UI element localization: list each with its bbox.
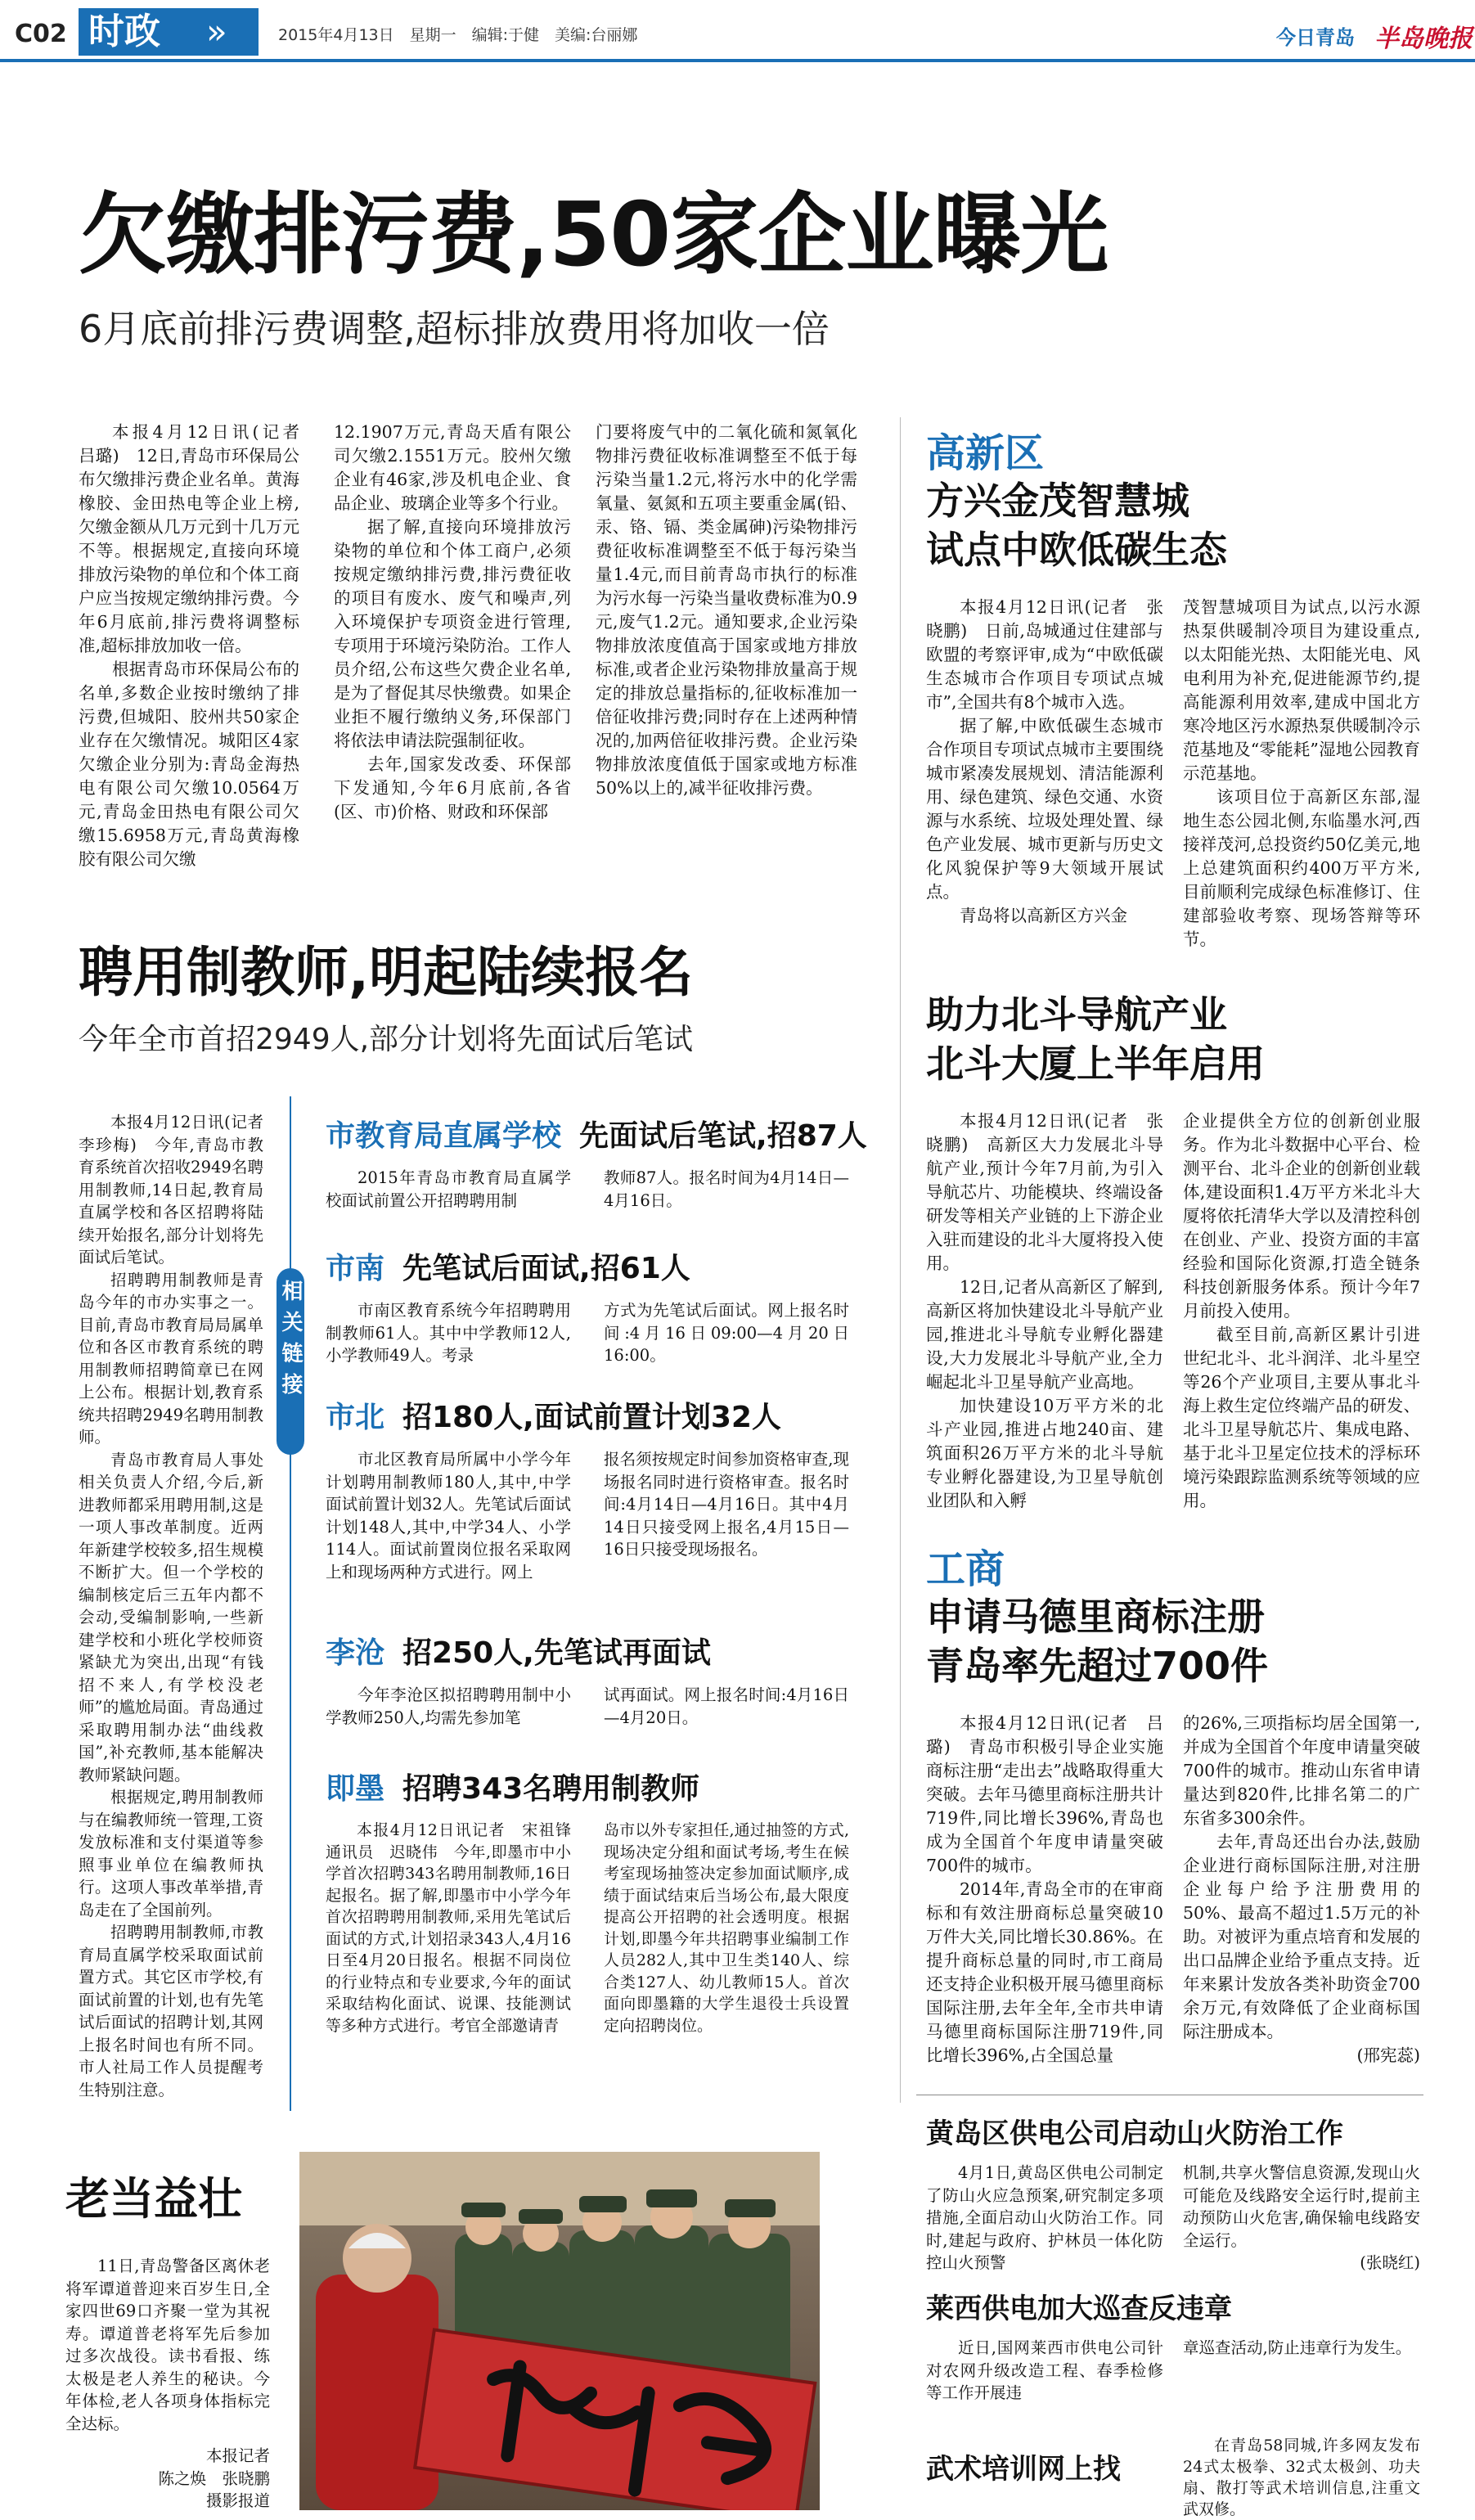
item-text: 报名须按规定时间参加资格审查,现场报名同时进行资格审查。报名时间:4月14日—4月16日。其中4月14日只接受网上报名,4月15日—16日只接受现场报名。 bbox=[604, 1450, 849, 1559]
teachers-item-4 bbox=[326, 1635, 874, 1729]
section-tag-gaoxin: 高新区 bbox=[926, 430, 1045, 476]
teachers-para: 青岛市教育局人事处相关负责人介绍,今后,新进教师都采用聘用制,这是一项人事改革制度。近两年新建学校较多,招生规模不断扩大。但一个学校的编制核定后三五年内都不会动,受编制影响,一些新建学校和小班化学校师资紧缺尤为突出,出现“有钱招不来人,有学校没老师”的尴尬局面。青岛通过采取聘用制办法“曲线救国”,补充教师,基本能解决教师紧缺问题。 bbox=[79, 1450, 263, 1784]
sidebar-rule bbox=[290, 1096, 291, 2111]
lead-subheadline: 6月底前排污费调整,超标排放费用将加收一倍 bbox=[79, 307, 830, 351]
shangbiao-para: 2014年,青岛全市的在审商标和有效注册商标总量突破10万件大关,同比增长30.86%。在提升商标总量的同时,市工商局还支持企业积极开展马德里商标国际注册,去年全年,全市共申请马德里商标国际注册719件,同比增长396%,占全国总量 bbox=[926, 1879, 1163, 2065]
beidou-para: 企业提供全方位的创新创业服务。作为北斗数据中心平台、检测平台、北斗企业的创新创业载体,建设面积1.4万平方米北斗大厦将依托清华大学以及清控科创在创业、产业、投资方面的丰富经验和国际化资源,打造全链条科技创新服务体系。预计今年7月前投入使用。 bbox=[1183, 1111, 1420, 1321]
item-text: 市北区教育局所属中小学今年计划聘用制教师180人,其中,中学面试前置计划32人。先笔试后面试计划148人,其中,中学34人、小学114人。面试前置岗位报名采取网上和现场两种方式进行。网上 bbox=[326, 1450, 571, 1582]
teachers-item-2 bbox=[326, 1250, 874, 1367]
laixi-title: 莱西供电加大巡查反违章 bbox=[926, 2293, 1232, 2325]
huangdao-column-1 bbox=[926, 2162, 1163, 2275]
gaoxin-para: 据了解,中欧低碳生态城市合作项目专项试点城市主要围绕城市紧凑发展规划、清洁能源利用、绿色建筑、绿色交通、水资源与水系统、垃圾处理处置、绿色产业发展、城市更新与历史文化风貌保护等9大领域开展试点。 bbox=[926, 716, 1163, 902]
huangdao-para: 机制,共享火警信息资源,发现山火可能危及线路安全运行时,提前主动预防山火危害,确保输电线路安全运行。 bbox=[1183, 2163, 1420, 2250]
item-place: 李沧 bbox=[326, 1636, 385, 1670]
item-headline: 先笔试后面试,招61人 bbox=[402, 1252, 690, 1285]
brand-logo: 半岛晚报 bbox=[1374, 25, 1473, 53]
laodang-headline: 老当益壮 bbox=[65, 2173, 242, 2225]
item-headline: 招250人,先笔试再面试 bbox=[402, 1636, 711, 1670]
lead-para: 12.1907万元,青岛天盾有限公司欠缴2.1551万元。胶州欠缴企业有46家,涉及机电企业、食品企业、玻璃企业等多个行业。 bbox=[334, 422, 571, 513]
lead-column-3 bbox=[596, 421, 857, 800]
wushu-para: 在青岛58同城,许多网友发布24式太极拳、32式太极剑、功夫扇、散打等武术培训信息,注重文武双修。 bbox=[1183, 2437, 1420, 2518]
lead-column-2 bbox=[334, 421, 571, 824]
gaoxin-column-2 bbox=[1183, 596, 1420, 952]
shangbiao-para: 的26%,三项指标均居全国第一,并成为全国首个年度申请量突破700件的城市。推动山东省申请量达到820件,比排名第二的广东省多300余件。 bbox=[1183, 1713, 1420, 1828]
beidou-title-1: 助力北斗导航产业 bbox=[926, 992, 1227, 1037]
item-text: 本报4月12日讯记者 宋祖锋 通讯员 迟晓伟 今年,即墨市中小学首次招聘343名聘用制教师,16日起报名。据了解,即墨市中小学今年首次招聘聘用制教师,采用先笔试后面试的方式,计划招录343人,4月16日至4月20日报名。根据不同岗位的行业特点和专业要求,今年的面试采取结构化面试、说课、技能测试等多种方式进行。考官全部邀请青 bbox=[326, 1821, 587, 2035]
gaoxin-para: 该项目位于高新区东部,湿地生态公园北侧,东临墨水河,西接祥茂河,总投资约50亿美元,地上总建筑面积约400万平方米,目前顺利完成绿色标准修订、住建部验收考察、现场答辩等环节。 bbox=[1183, 787, 1420, 949]
shangbiao-para: 本报4月12日讯(记者 吕璐) 青岛市积极引导企业实施商标注册“走出去”战略取得重大突破。去年马德里商标注册共计719件,同比增长396%,青岛也成为全国首个年度申请量突破700件的城市。 bbox=[926, 1713, 1163, 1875]
item-place: 即墨 bbox=[326, 1772, 385, 1806]
gaoxin-para: 茂智慧城项目为试点,以污水源热泵供暖制冷项目为建设重点,以太阳能光热、太阳能光电、风电利用为补充,促进能源节约,提高能源利用效率,建成中国北方寒冷地区污水源热泵供暖制冷示范基地及“零能耗”湿地公园教育示范基地。 bbox=[1183, 597, 1420, 783]
laodang-credit: 陈之焕 张晓鹏 bbox=[158, 2468, 270, 2488]
laodang-credit: 摄影报道 bbox=[205, 2491, 270, 2510]
teachers-para: 本报4月12日讯(记者 李珍梅) 今年,青岛市教育系统首次招收2949名聘用制教师,14日起,教育局直属学校和各区招聘将陆续开始报名,部分计划将先面试后笔试。 bbox=[79, 1113, 280, 1267]
item-text: 市南区教育系统今年招聘聘用制教师61人。其中中学教师12人,小学教师49人。考录 bbox=[326, 1301, 571, 1365]
shangbiao-title-2: 青岛率先超过700件 bbox=[926, 1644, 1269, 1688]
shangbiao-column-2 bbox=[1183, 1712, 1420, 2068]
beidou-para: 12日,记者从高新区了解到,高新区将加快建设北斗导航产业园,推进北斗导航专业孵化器建设,大力发展北斗导航产业,全力崛起北斗卫星导航产业高地。 bbox=[926, 1277, 1163, 1392]
teachers-headline: 聘用制教师,明起陆续报名 bbox=[79, 941, 694, 1004]
laixi-para: 章巡查活动,防止违章行为发生。 bbox=[1183, 2338, 1412, 2357]
gaoxin-para: 本报4月12日讯(记者 张晓鹏) 日前,岛城通过住建部与欧盟的考察评审,成为“中欧低碳生态城市合作项目专项试点城市”,全国共有8个城市入选。 bbox=[926, 597, 1163, 712]
lead-para: 去年,国家发改委、环保部下发通知,今年6月底前,各省(区、市)价格、财政和环保部 bbox=[334, 754, 571, 821]
header-rule bbox=[0, 59, 1475, 62]
item-text: 教师87人。报名时间为4月14日—4月16日。 bbox=[604, 1168, 849, 1210]
item-place: 市教育局直属学校 bbox=[326, 1119, 562, 1153]
birthday-celebration-photo bbox=[299, 2152, 820, 2510]
laixi-column-2 bbox=[1183, 2337, 1420, 2360]
teachers-para: 招聘聘用制教师是青岛今年的市办实事之一。目前,青岛市教育局局属单位和各区市教育系统的聘用制教师招聘简章已在网上公布。根据计划,教育系统共招聘2949名聘用制教师。 bbox=[79, 1270, 263, 1447]
lead-headline: 欠缴排污费,50家企业曝光 bbox=[79, 184, 1108, 286]
shangbiao-title-1: 申请马德里商标注册 bbox=[926, 1595, 1265, 1639]
laodang-caption bbox=[65, 2255, 270, 2513]
item-text: 试再面试。网上报名时间:4月16日—4月20日。 bbox=[604, 1685, 849, 1727]
item-text: 2015年青岛市教育局直属学校面试前置公开招聘聘用制 bbox=[326, 1168, 571, 1210]
huangdao-credit: (张晓红) bbox=[1360, 2253, 1420, 2272]
wushu-title: 武术培训网上找 bbox=[926, 2453, 1121, 2486]
teachers-item-3 bbox=[326, 1399, 874, 1583]
shangbiao-credit: (邢宪蕊) bbox=[1356, 2045, 1420, 2065]
page-number: C02 bbox=[15, 20, 67, 48]
shangbiao-para: 去年,青岛还出台办法,鼓励企业进行商标国际注册,对注册企业每户给予注册费用的50%、最高不超过1.5万元的补助。对被评为重点培育和发展的出口品牌企业给予重点支持。近年来累计发放各类补助资金700余万元,有效降低了企业商标国际注册成本。 bbox=[1183, 1832, 1420, 2041]
lead-column-1 bbox=[79, 421, 317, 871]
item-place: 市南 bbox=[326, 1252, 385, 1285]
teachers-subheadline: 今年全市首招2949人,部分计划将先面试后笔试 bbox=[79, 1023, 694, 1056]
item-headline: 招聘343名聘用制教师 bbox=[402, 1772, 700, 1806]
beidou-para: 加快建设10万平方米的北斗产业园,推进占地240亩、建筑面积26万平方米的北斗导航专业孵化器建设,为卫星导航创业团队和入孵 bbox=[926, 1396, 1163, 1510]
huangdao-para: 4月1日,黄岛区供电公司制定了防山火应急预案,研究制定多项措施,全面启动山火防治工作。同时,建起与政府、护林员一体化防控山火预警 bbox=[926, 2163, 1163, 2272]
beidou-para: 截至目前,高新区累计引进世纪北斗、北斗润洋、北斗星空等26个产业项目,主要从事北斗海上救生定位终端产品的研发、北斗卫星导航芯片、集成电路、基于北斗卫星定位技术的浮标环境污染跟踪监测系统等领域的应用。 bbox=[1183, 1325, 1420, 1510]
teachers-left-column bbox=[79, 1111, 280, 2101]
wushu-text bbox=[1183, 2435, 1420, 2520]
column-divider bbox=[900, 417, 901, 2103]
gaoxin-para: 青岛将以高新区方兴金 bbox=[960, 906, 1127, 925]
teachers-para: 招聘聘用制教师,市教育局直属学校采取面试前置方式。其它区市学校,有面试前置的计划,也有先笔试后面试的招聘计划,其网上报名时间也有所不同。市人社局工作人员提醒考生特别注意。 bbox=[79, 1923, 263, 2099]
laixi-column-1 bbox=[926, 2337, 1163, 2405]
item-headline: 招180人,面试前置计划32人 bbox=[402, 1401, 781, 1434]
item-text: 今年李沧区拟招聘聘用制中小学教师250人,均需先参加笔 bbox=[326, 1685, 571, 1727]
section-tag-gongshang: 工商 bbox=[926, 1546, 1005, 1592]
page-header bbox=[0, 0, 1475, 65]
section-title: 时政 bbox=[88, 11, 160, 52]
huangdao-column-2 bbox=[1183, 2162, 1420, 2275]
right-label: 今日青岛 bbox=[1276, 26, 1355, 49]
date-editor-line: 2015年4月13日 星期一 编辑:于健 美编:台丽娜 bbox=[278, 26, 638, 44]
related-links-tag bbox=[277, 1268, 304, 1455]
laodang-credit: 本报记者 bbox=[205, 2446, 270, 2465]
related-links-label: 相关链接 bbox=[278, 1280, 303, 1404]
lead-para: 门要将废气中的二氧化硫和氮氧化物排污费征收标准调整至不低于每污染当量1.2元,将污水中的化学需氧量、氨氮和五项主要重金属(铅、汞、铬、镉、类金属砷)污染物排污费征收标准调整至不低于每污染当量1.4元,而目前青岛市执行的标准为污水每一污染当量收费标准为0.9元,废气1.2元。通知要求,企业污染物排放浓度值高于国家或地方排放标准,或者企业污染物排放量高于规定的排放总量指标的,征收标准加一倍征收排污费;同时存在上述两种情况的,加两倍征收排污费。企业污染物排放浓度值低于国家或地方标准50%以上的,减半征收排污费。 bbox=[596, 422, 857, 798]
lead-para: 本报4月12日讯(记者 吕璐) 12日,青岛市环保局公布欠缴排污费企业名单。黄海橡胶、金田热电等企业上榜,欠缴金额从几万元到十几万元不等。根据规定,直接向环境排放污染物的单位和个体工商户应当按规定缴纳排污费。今年6月底前,排污费将调整标准,超标排放加收一倍。 bbox=[79, 422, 317, 655]
teachers-item-5 bbox=[326, 1771, 874, 2036]
laixi-para: 近日,国网莱西市供电公司针对农网升级改造工程、春季检修等工作开展违 bbox=[926, 2338, 1163, 2402]
laodang-caption-text: 11日,青岛警备区离休老将军谭道普迎来百岁生日,全家四世69口齐聚一堂为其祝寿。谭道普老将军先后参加过多次战役。读书看报、练太极是老人养生的秘诀。今年体检,老人各项身体指标完全达标。 bbox=[65, 2257, 270, 2433]
item-text: 方式为先笔试后面试。网上报名时间:4月16日09:00—4月20日16:00。 bbox=[604, 1301, 849, 1365]
laodang-photo bbox=[299, 2152, 820, 2510]
lead-para: 据了解,直接向环境排放污染物的单位和个体工商户,必须按规定缴纳排污费,排污费征收的项目有废水、废气和噪声,列入环境保护专项资金进行管理,专项用于环境污染防治。工作人员介绍,公布这些欠费企业名单,是为了督促其尽快缴费。如果企业拒不履行缴纳义务,环保部门将依法申请法院强制征收。 bbox=[334, 517, 571, 750]
section-arrow-icon: » bbox=[206, 11, 227, 52]
gaoxin-title-2: 试点中欧低碳生态 bbox=[926, 528, 1227, 572]
teachers-para: 根据规定,聘用制教师与在编教师统一管理,工资发放标准和支付渠道等参照事业单位在编教师执行。这项人事改革举措,青岛走在了全国前列。 bbox=[79, 1788, 263, 1919]
teachers-item-1 bbox=[326, 1118, 874, 1212]
item-text: 岛市以外专家担任,通过抽签的方式,现场决定分组和面试考场,考生在候考室现场抽签决定参加面试顺序,成绩于面试结束后当场公布,最大限度提高公开招聘的社会透明度。根据计划,即墨今年共招聘事业编制工作人员282人,其中卫生类140人、综合类127人、幼儿教师15人。首次面向即墨籍的大学生退役士兵设置定向招聘岗位。 bbox=[604, 1821, 849, 2035]
beidou-para: 本报4月12日讯(记者 张晓鹏) 高新区大力发展北斗导航产业,预计今年7月前,为引入导航芯片、功能模块、终端设备研发等相关产业链的上下游企业入驻而建设的北斗大厦将投入使用。 bbox=[926, 1111, 1163, 1273]
gaoxin-column-1 bbox=[926, 596, 1163, 928]
gaoxin-title-1: 方兴金茂智慧城 bbox=[926, 479, 1189, 523]
item-headline: 先面试后笔试,招87人 bbox=[579, 1119, 867, 1153]
item-place: 市北 bbox=[326, 1401, 385, 1434]
beidou-column-2 bbox=[1183, 1109, 1420, 1513]
huangdao-title: 黄岛区供电公司启动山火防治工作 bbox=[926, 2117, 1343, 2150]
beidou-title-2: 北斗大厦上半年启用 bbox=[926, 1042, 1265, 1086]
beidou-column-1 bbox=[926, 1109, 1163, 1513]
shangbiao-column-1 bbox=[926, 1712, 1163, 2068]
lead-para: 根据青岛市环保局公布的名单,多数企业按时缴纳了排污费,但城阳、胶州共50家企业存在欠缴情况。城阳区4家欠缴企业分别为:青岛金海热电有限公司欠缴10.0564万元,青岛金田热电有限公司欠缴15.6958万元,青岛黄海橡胶有限公司欠缴 bbox=[79, 659, 299, 869]
